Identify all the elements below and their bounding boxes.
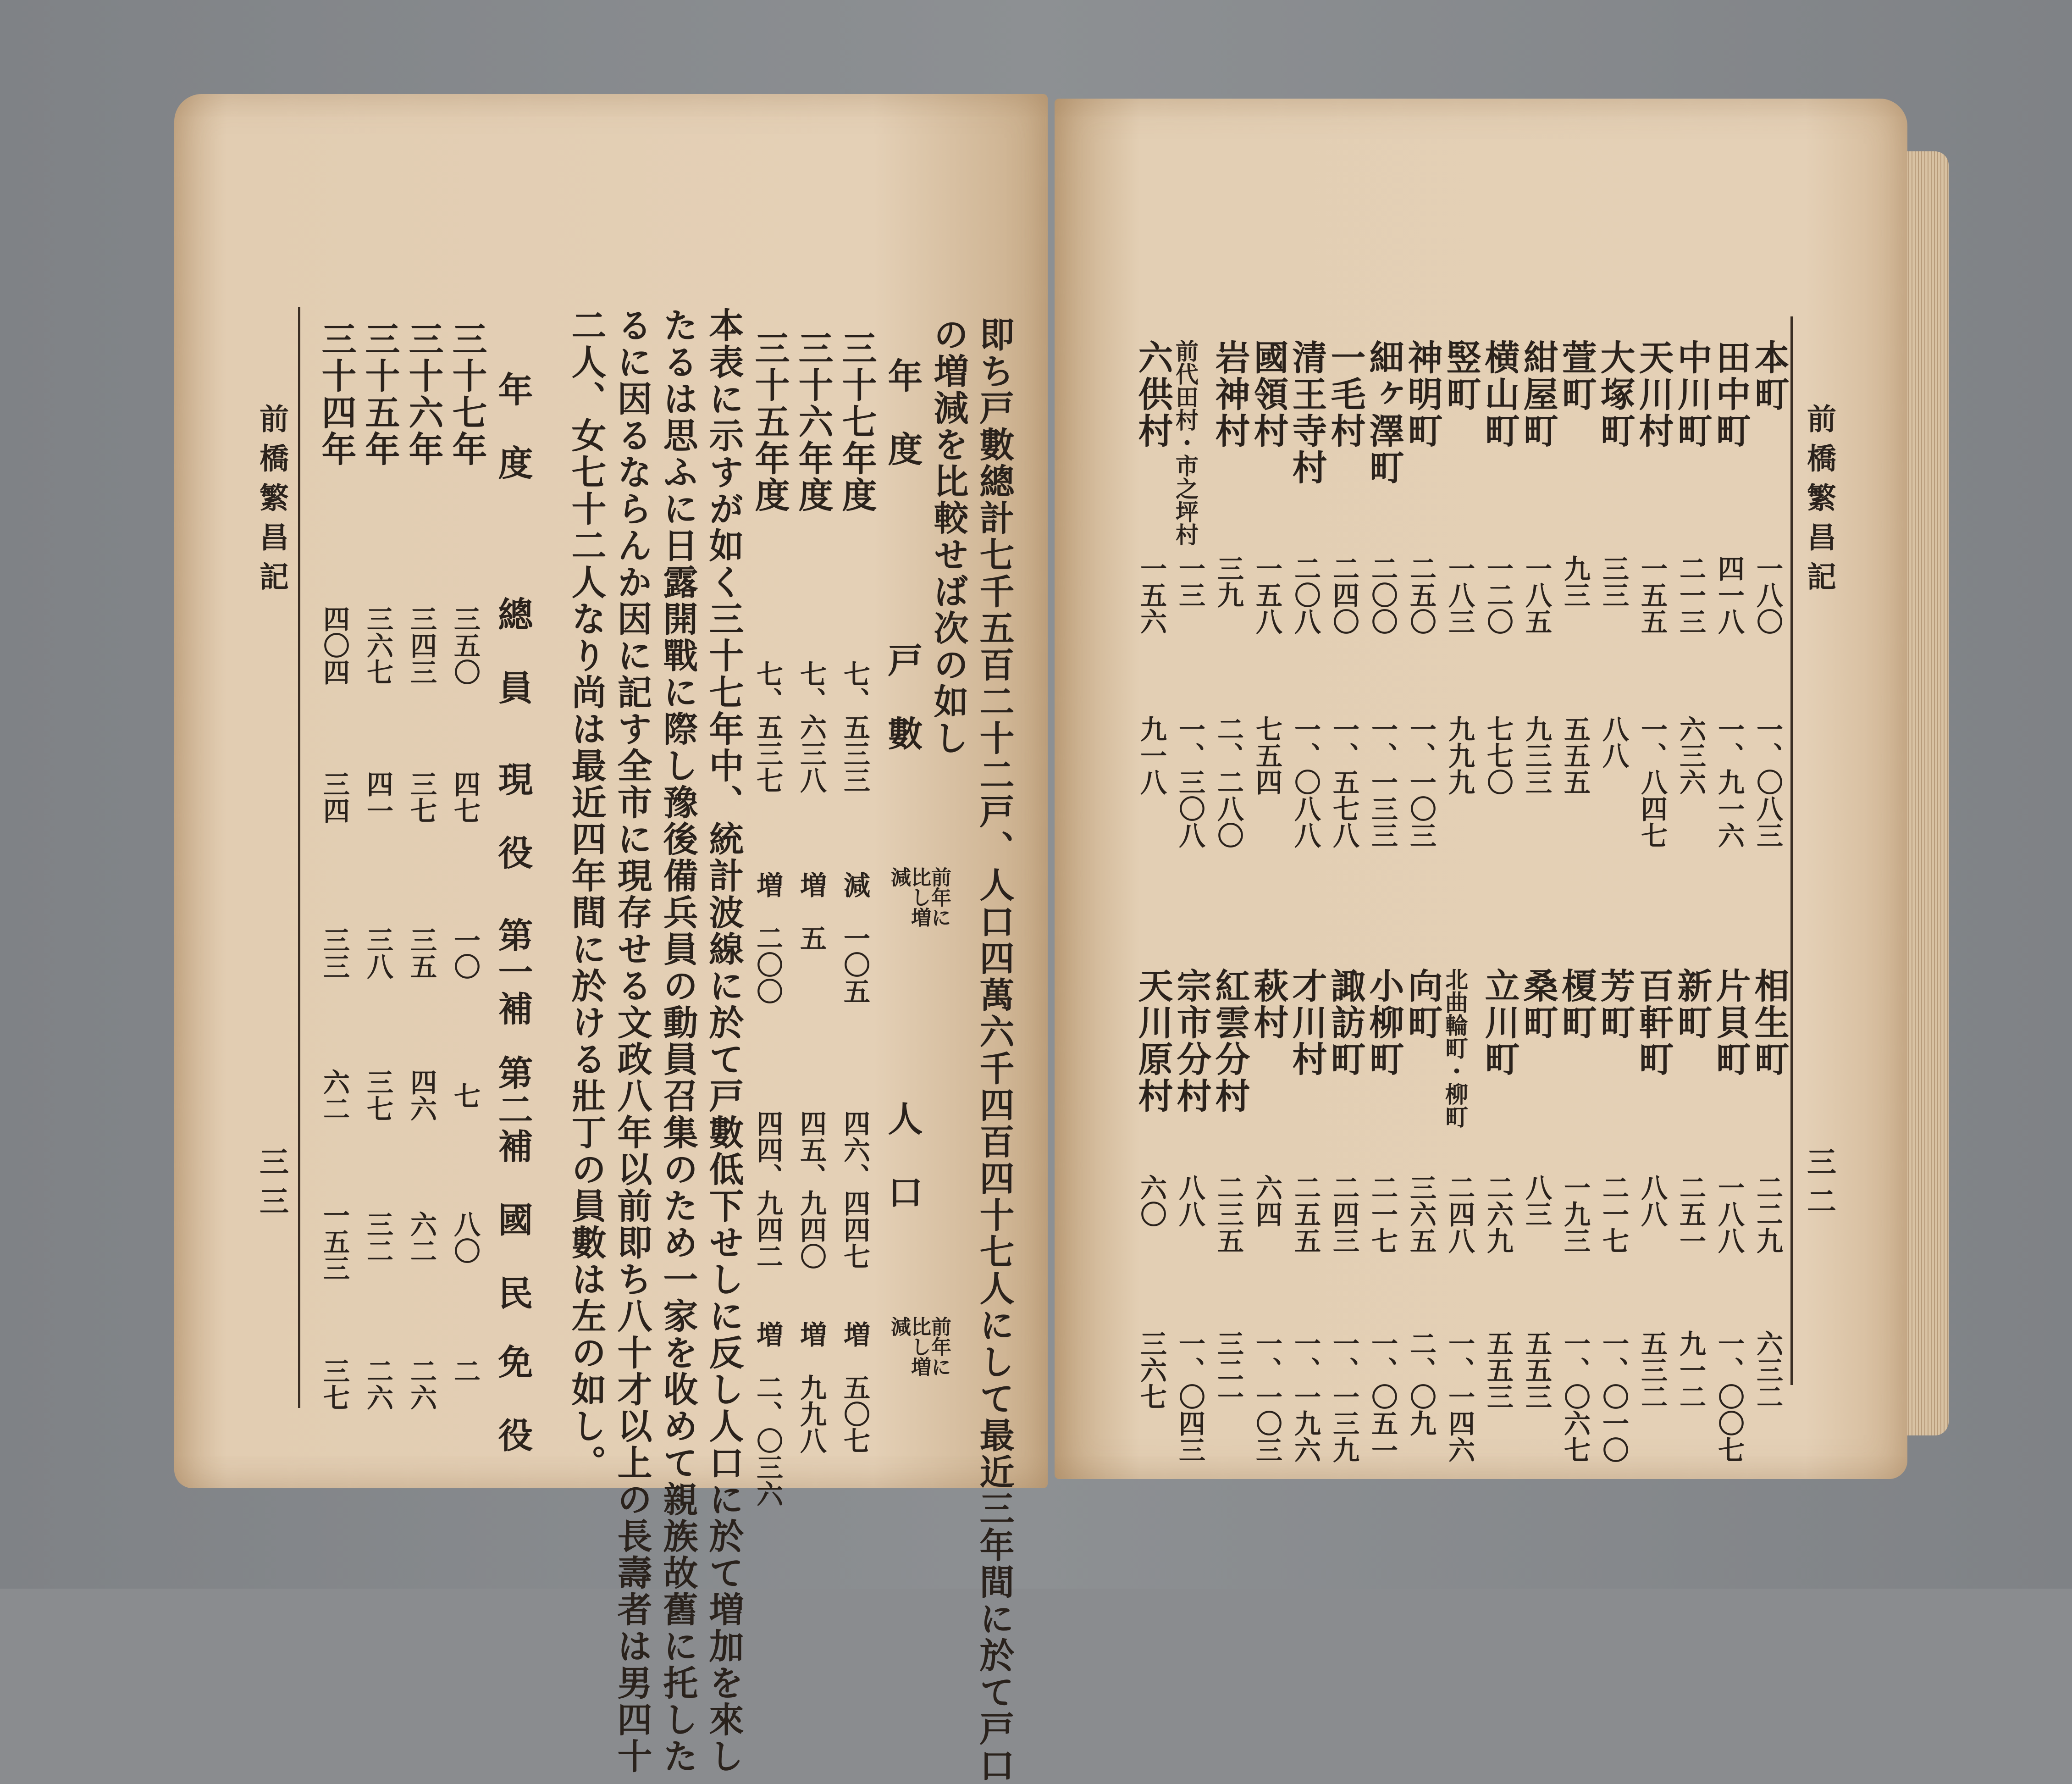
lower-table-row-2-households: 一八八 bbox=[1713, 1174, 1745, 1254]
upper-table-row-13-name: 清王寺村 bbox=[1287, 339, 1327, 486]
upper-table-row-6-population: 五五五 bbox=[1559, 715, 1591, 795]
upper-table-row-8-name: 横山町 bbox=[1479, 339, 1520, 449]
lower-table-row-6-name: 榎町 bbox=[1556, 968, 1597, 1041]
lower-table-row-8-households: 二六九 bbox=[1482, 1174, 1514, 1254]
paragraph-2-line-1: 本表に示すが如く三十七年中、統計波線に於て戸數低下せしに反し人口に於て増加を來し bbox=[703, 307, 744, 1775]
lower-table-row-9-households: 二四八 bbox=[1444, 1174, 1475, 1254]
upper-table-row-6-households: 九三 bbox=[1559, 555, 1591, 608]
lower-table-row-9-name: 北曲輪町・柳町 bbox=[1442, 968, 1469, 1128]
lower-table-row-3-households: 二五一 bbox=[1675, 1174, 1706, 1254]
table2-row-1-national: 八〇 bbox=[449, 1211, 481, 1264]
table1-row-3-year: 三十五年度 bbox=[749, 330, 790, 514]
table1-row-3-households: 七、五三七 bbox=[752, 660, 783, 793]
table2-row-3-national: 三二 bbox=[362, 1211, 393, 1264]
table1-row-3-hh-change: 増 二〇〇 bbox=[752, 871, 783, 1004]
lower-table-row-1-households: 二二九 bbox=[1752, 1174, 1783, 1254]
paragraph-2-line-2: たるは思ふに日露開戰に際し豫後備兵員の動員召集のため一家を收めて親族故舊に托した bbox=[658, 307, 698, 1775]
table1-row-2-pop-change: 増 九九八 bbox=[796, 1321, 827, 1454]
upper-table-row-11-households: 二〇〇 bbox=[1367, 555, 1398, 635]
upper-table-row-7-name: 紺屋町 bbox=[1518, 339, 1558, 449]
lower-table-row-16-name: 宗市分村 bbox=[1171, 968, 1212, 1114]
upper-table-row-15-name: 岩神村 bbox=[1210, 339, 1250, 449]
table1-header-hh-change: 前年に比し増減 bbox=[887, 867, 951, 927]
table1-row-2-hh-change: 増 五 bbox=[796, 871, 827, 951]
table2-row-1-year: 三十七年 bbox=[447, 321, 487, 468]
table1-row-3-pop-change: 増 二、〇三六 bbox=[752, 1321, 783, 1507]
right-page-rule bbox=[1790, 316, 1793, 1385]
upper-table-row-7-population: 九三三 bbox=[1521, 715, 1552, 795]
upper-table-row-9-population: 九九九 bbox=[1444, 715, 1475, 795]
table2-row-2-national: 六二 bbox=[406, 1211, 437, 1264]
upper-table-row-1-name: 本町 bbox=[1749, 339, 1790, 413]
table1-row-3-population: 四四、九四二 bbox=[752, 1110, 783, 1269]
upper-table-row-1-population: 一、〇八三 bbox=[1752, 715, 1783, 848]
upper-table-row-13-population: 一、〇八八 bbox=[1290, 715, 1321, 848]
upper-table-row-5-households: 三三 bbox=[1598, 555, 1629, 608]
paragraph-1-line-2: の増減を比較せば次の如し bbox=[928, 316, 969, 757]
lower-table-row-10-population: 二、〇九 bbox=[1405, 1330, 1437, 1436]
upper-table-row-8-households: 一二〇 bbox=[1482, 555, 1514, 635]
lower-table-row-5-population: 一、〇一〇 bbox=[1598, 1330, 1629, 1463]
upper-table-row-3-name: 中川町 bbox=[1672, 339, 1713, 449]
table2-row-4-reserve-2: 六二 bbox=[319, 1069, 350, 1122]
upper-table-row-16-population: 一、三〇八 bbox=[1174, 715, 1205, 848]
lower-table-row-7-households: 八三 bbox=[1521, 1174, 1552, 1227]
lower-table-row-5-name: 芳町 bbox=[1595, 968, 1635, 1041]
upper-table-row-13-households: 二〇八 bbox=[1290, 555, 1321, 635]
upper-table-row-14-population: 七五四 bbox=[1251, 715, 1282, 795]
lower-table-row-10-name: 向町 bbox=[1402, 968, 1443, 1041]
upper-table-row-3-population: 六三六 bbox=[1675, 715, 1706, 795]
lower-table-row-9-population: 一、一四六 bbox=[1444, 1330, 1475, 1463]
lower-table-row-2-name: 片貝町 bbox=[1710, 968, 1751, 1078]
table1-row-1-households: 七、五三三 bbox=[839, 660, 870, 793]
upper-table-row-14-households: 一五八 bbox=[1251, 555, 1282, 635]
upper-table-row-14-name: 國領村 bbox=[1248, 339, 1289, 449]
table2-row-2-active: 三七 bbox=[406, 770, 437, 824]
upper-table-row-17-name: 六供村 bbox=[1133, 339, 1173, 449]
table2-row-2-reserve-1: 三五 bbox=[406, 926, 437, 980]
lower-table-row-6-households: 一九三 bbox=[1559, 1174, 1591, 1254]
upper-table-row-5-name: 大塚町 bbox=[1595, 339, 1635, 449]
upper-table-row-15-population: 二、二八〇 bbox=[1213, 715, 1244, 848]
upper-table-row-11-name: 細ヶ澤町 bbox=[1364, 339, 1404, 486]
left-page-rule bbox=[298, 307, 300, 1408]
upper-table-row-1-households: 一八〇 bbox=[1752, 555, 1783, 635]
lower-table-row-12-name: 諏訪町 bbox=[1325, 968, 1366, 1078]
lower-table-row-14-name: 萩村 bbox=[1248, 968, 1289, 1041]
lower-table-row-1-population: 六三二 bbox=[1752, 1330, 1783, 1410]
table2-row-4-exempt: 三七 bbox=[319, 1357, 350, 1411]
upper-table-row-11-population: 一、一三三 bbox=[1367, 715, 1398, 848]
left-page-number: 三三 bbox=[254, 1147, 289, 1225]
lower-table-row-5-households: 二一七 bbox=[1598, 1174, 1629, 1254]
lower-table-row-4-name: 百軒町 bbox=[1633, 968, 1674, 1078]
upper-table-row-17-population: 九一八 bbox=[1136, 715, 1167, 795]
upper-table-row-2-households: 四一八 bbox=[1713, 555, 1745, 635]
lower-table-row-8-name: 立川町 bbox=[1479, 968, 1520, 1078]
table2-header-total: 總 員 bbox=[492, 596, 533, 706]
lower-table-row-11-households: 二一七 bbox=[1367, 1174, 1398, 1254]
table2-row-4-year: 三十四年 bbox=[316, 321, 357, 468]
lower-table-row-12-households: 二四三 bbox=[1328, 1174, 1359, 1254]
right-page-header: 前橋繁昌記 bbox=[1802, 404, 1836, 601]
lower-table-row-12-population: 一、一三九 bbox=[1328, 1330, 1359, 1463]
table1-row-1-population: 四六、四四七 bbox=[839, 1110, 870, 1269]
lower-table-row-11-name: 小柳町 bbox=[1364, 968, 1404, 1078]
lower-table-row-15-population: 三二一 bbox=[1213, 1330, 1244, 1410]
upper-table-row-9-households: 一八三 bbox=[1444, 555, 1475, 635]
lower-table-row-13-name: 才川村 bbox=[1287, 968, 1327, 1078]
upper-table-row-16-name: 前代田村・市之坪村 bbox=[1172, 339, 1199, 546]
upper-table-row-5-population: 八八 bbox=[1598, 715, 1629, 769]
lower-table-row-8-population: 五五三 bbox=[1482, 1330, 1514, 1410]
table2-row-4-total: 四〇四 bbox=[319, 605, 350, 685]
table2-row-3-reserve-1: 三八 bbox=[362, 926, 393, 980]
table1-row-1-year: 三十七年度 bbox=[836, 330, 877, 514]
upper-table-row-12-population: 一、五七八 bbox=[1328, 715, 1359, 848]
table2-row-3-exempt: 二六 bbox=[362, 1357, 393, 1411]
lower-table-row-15-households: 二三五 bbox=[1213, 1174, 1244, 1254]
table2-row-1-reserve-2: 七 bbox=[449, 1082, 481, 1109]
table1-header-pop-change: 前年に比し増減 bbox=[887, 1316, 951, 1377]
page-edges bbox=[1903, 151, 1949, 1435]
paragraph-2-line-4: 二人、女七十二人なり尚は最近四年間に於ける壯丁の員數は左の如し。 bbox=[566, 307, 607, 1481]
table2-row-2-exempt: 二六 bbox=[406, 1357, 437, 1411]
upper-table-row-4-name: 天川村 bbox=[1633, 339, 1674, 449]
table2-row-1-active: 四七 bbox=[449, 770, 481, 824]
lower-table-row-3-population: 九一二 bbox=[1675, 1330, 1706, 1410]
upper-table-row-4-population: 一、八四七 bbox=[1636, 715, 1668, 848]
table2-row-3-year: 三十五年 bbox=[359, 321, 400, 468]
upper-table-row-17-households: 一五六 bbox=[1136, 555, 1167, 635]
lower-table-row-11-population: 一、〇五一 bbox=[1367, 1330, 1398, 1463]
table2-row-2-total: 三四三 bbox=[406, 605, 437, 685]
table1-header-households: 戸 數 bbox=[882, 642, 923, 752]
upper-table-row-2-population: 一、九一六 bbox=[1713, 715, 1745, 848]
lower-table-row-16-population: 一、〇四三 bbox=[1174, 1330, 1205, 1463]
lower-table-row-7-population: 五五三 bbox=[1521, 1330, 1552, 1410]
table1-row-2-population: 四五、九四〇 bbox=[796, 1110, 827, 1269]
upper-table-row-15-households: 三九 bbox=[1213, 555, 1244, 608]
table2-row-4-active: 三四 bbox=[319, 770, 350, 824]
table2-row-1-total: 三五〇 bbox=[449, 605, 481, 685]
upper-table-row-3-households: 二一三 bbox=[1675, 555, 1706, 635]
upper-table-row-8-population: 七七〇 bbox=[1482, 715, 1514, 795]
lower-table-row-14-population: 一、一〇三 bbox=[1251, 1330, 1282, 1463]
lower-table-row-17-name: 天川原村 bbox=[1133, 968, 1173, 1114]
table2-row-1-exempt: 二 bbox=[449, 1357, 481, 1384]
table1-header-year: 年 度 bbox=[882, 358, 923, 468]
lower-table-row-13-population: 一、一九六 bbox=[1290, 1330, 1321, 1463]
upper-table-row-10-population: 一、一〇三 bbox=[1405, 715, 1437, 848]
lower-table-row-10-households: 三六五 bbox=[1405, 1174, 1437, 1254]
lower-table-row-17-households: 六〇 bbox=[1136, 1174, 1167, 1227]
lower-table-row-1-name: 相生町 bbox=[1749, 968, 1790, 1078]
upper-table-row-6-name: 萱町 bbox=[1556, 339, 1597, 413]
table2-header-national: 國 民 bbox=[492, 1202, 533, 1312]
table2-row-2-year: 三十六年 bbox=[403, 321, 444, 468]
right-page-number: 三二 bbox=[1802, 1147, 1836, 1225]
table1-row-2-households: 七、六三八 bbox=[796, 660, 827, 793]
upper-table-row-2-name: 田中町 bbox=[1710, 339, 1751, 449]
lower-table-row-17-population: 三六七 bbox=[1136, 1330, 1167, 1410]
table2-row-4-national: 一五三 bbox=[319, 1202, 350, 1281]
lower-table-row-3-name: 新町 bbox=[1672, 968, 1713, 1041]
lower-table-row-13-households: 二五五 bbox=[1290, 1174, 1321, 1254]
lower-table-row-14-households: 六四 bbox=[1251, 1174, 1282, 1227]
table2-header-exempt: 免 役 bbox=[492, 1344, 533, 1454]
left-page bbox=[174, 94, 1048, 1488]
lower-table-row-6-population: 一、〇六七 bbox=[1559, 1330, 1591, 1463]
table1-header-population: 人 口 bbox=[882, 1101, 923, 1211]
lower-table-row-4-households: 八八 bbox=[1636, 1174, 1668, 1227]
upper-table-row-7-households: 一八五 bbox=[1521, 555, 1552, 635]
upper-table-row-12-name: 一毛村 bbox=[1325, 339, 1366, 449]
lower-table-row-15-name: 紅雲分村 bbox=[1210, 968, 1250, 1114]
lower-table-row-2-population: 一、〇〇七 bbox=[1713, 1330, 1745, 1463]
table2-row-4-reserve-1: 三三 bbox=[319, 926, 350, 980]
upper-table-row-10-name: 神明町 bbox=[1402, 339, 1443, 449]
table2-row-2-reserve-2: 四六 bbox=[406, 1069, 437, 1122]
paragraph-2-line-3: るに因るならんか因に記す全市に現存せる文政八年以前即ち八十才以上の長壽者は男四十 bbox=[612, 307, 652, 1775]
upper-table-row-16-households: 一三 bbox=[1174, 555, 1205, 608]
table2-header-reserve-1: 第一補 bbox=[492, 917, 533, 1027]
table2-row-3-total: 三六七 bbox=[362, 605, 393, 685]
upper-table-row-12-households: 二四〇 bbox=[1328, 555, 1359, 635]
table2-row-3-active: 四一 bbox=[362, 770, 393, 824]
table2-row-1-reserve-1: 一〇 bbox=[449, 926, 481, 980]
paragraph-1-line-1: 即ち戸數總計七千五百二十二戸、人口四萬六千四百四十七人にして最近三年間に於て戸口 bbox=[974, 316, 1015, 1784]
upper-table-row-9-name: 竪町 bbox=[1441, 339, 1481, 413]
table2-header-reserve-2: 第二補 bbox=[492, 1055, 533, 1165]
table1-row-1-hh-change: 減 一〇五 bbox=[839, 871, 870, 1004]
lower-table-row-16-households: 八八 bbox=[1174, 1174, 1205, 1227]
table1-row-2-year: 三十六年度 bbox=[793, 330, 834, 514]
lower-table-row-4-population: 五三二 bbox=[1636, 1330, 1668, 1410]
table2-header-year: 年 度 bbox=[492, 371, 533, 482]
lower-table-row-7-name: 桑町 bbox=[1518, 968, 1558, 1041]
left-page-header: 前橋繁昌記 bbox=[254, 404, 289, 601]
upper-table-row-4-households: 一五五 bbox=[1636, 555, 1668, 635]
table2-row-3-reserve-2: 三七 bbox=[362, 1069, 393, 1122]
table1-row-1-pop-change: 増 五〇七 bbox=[839, 1321, 870, 1454]
table2-header-active: 現 役 bbox=[492, 761, 533, 871]
upper-table-row-10-households: 二五〇 bbox=[1405, 555, 1437, 635]
